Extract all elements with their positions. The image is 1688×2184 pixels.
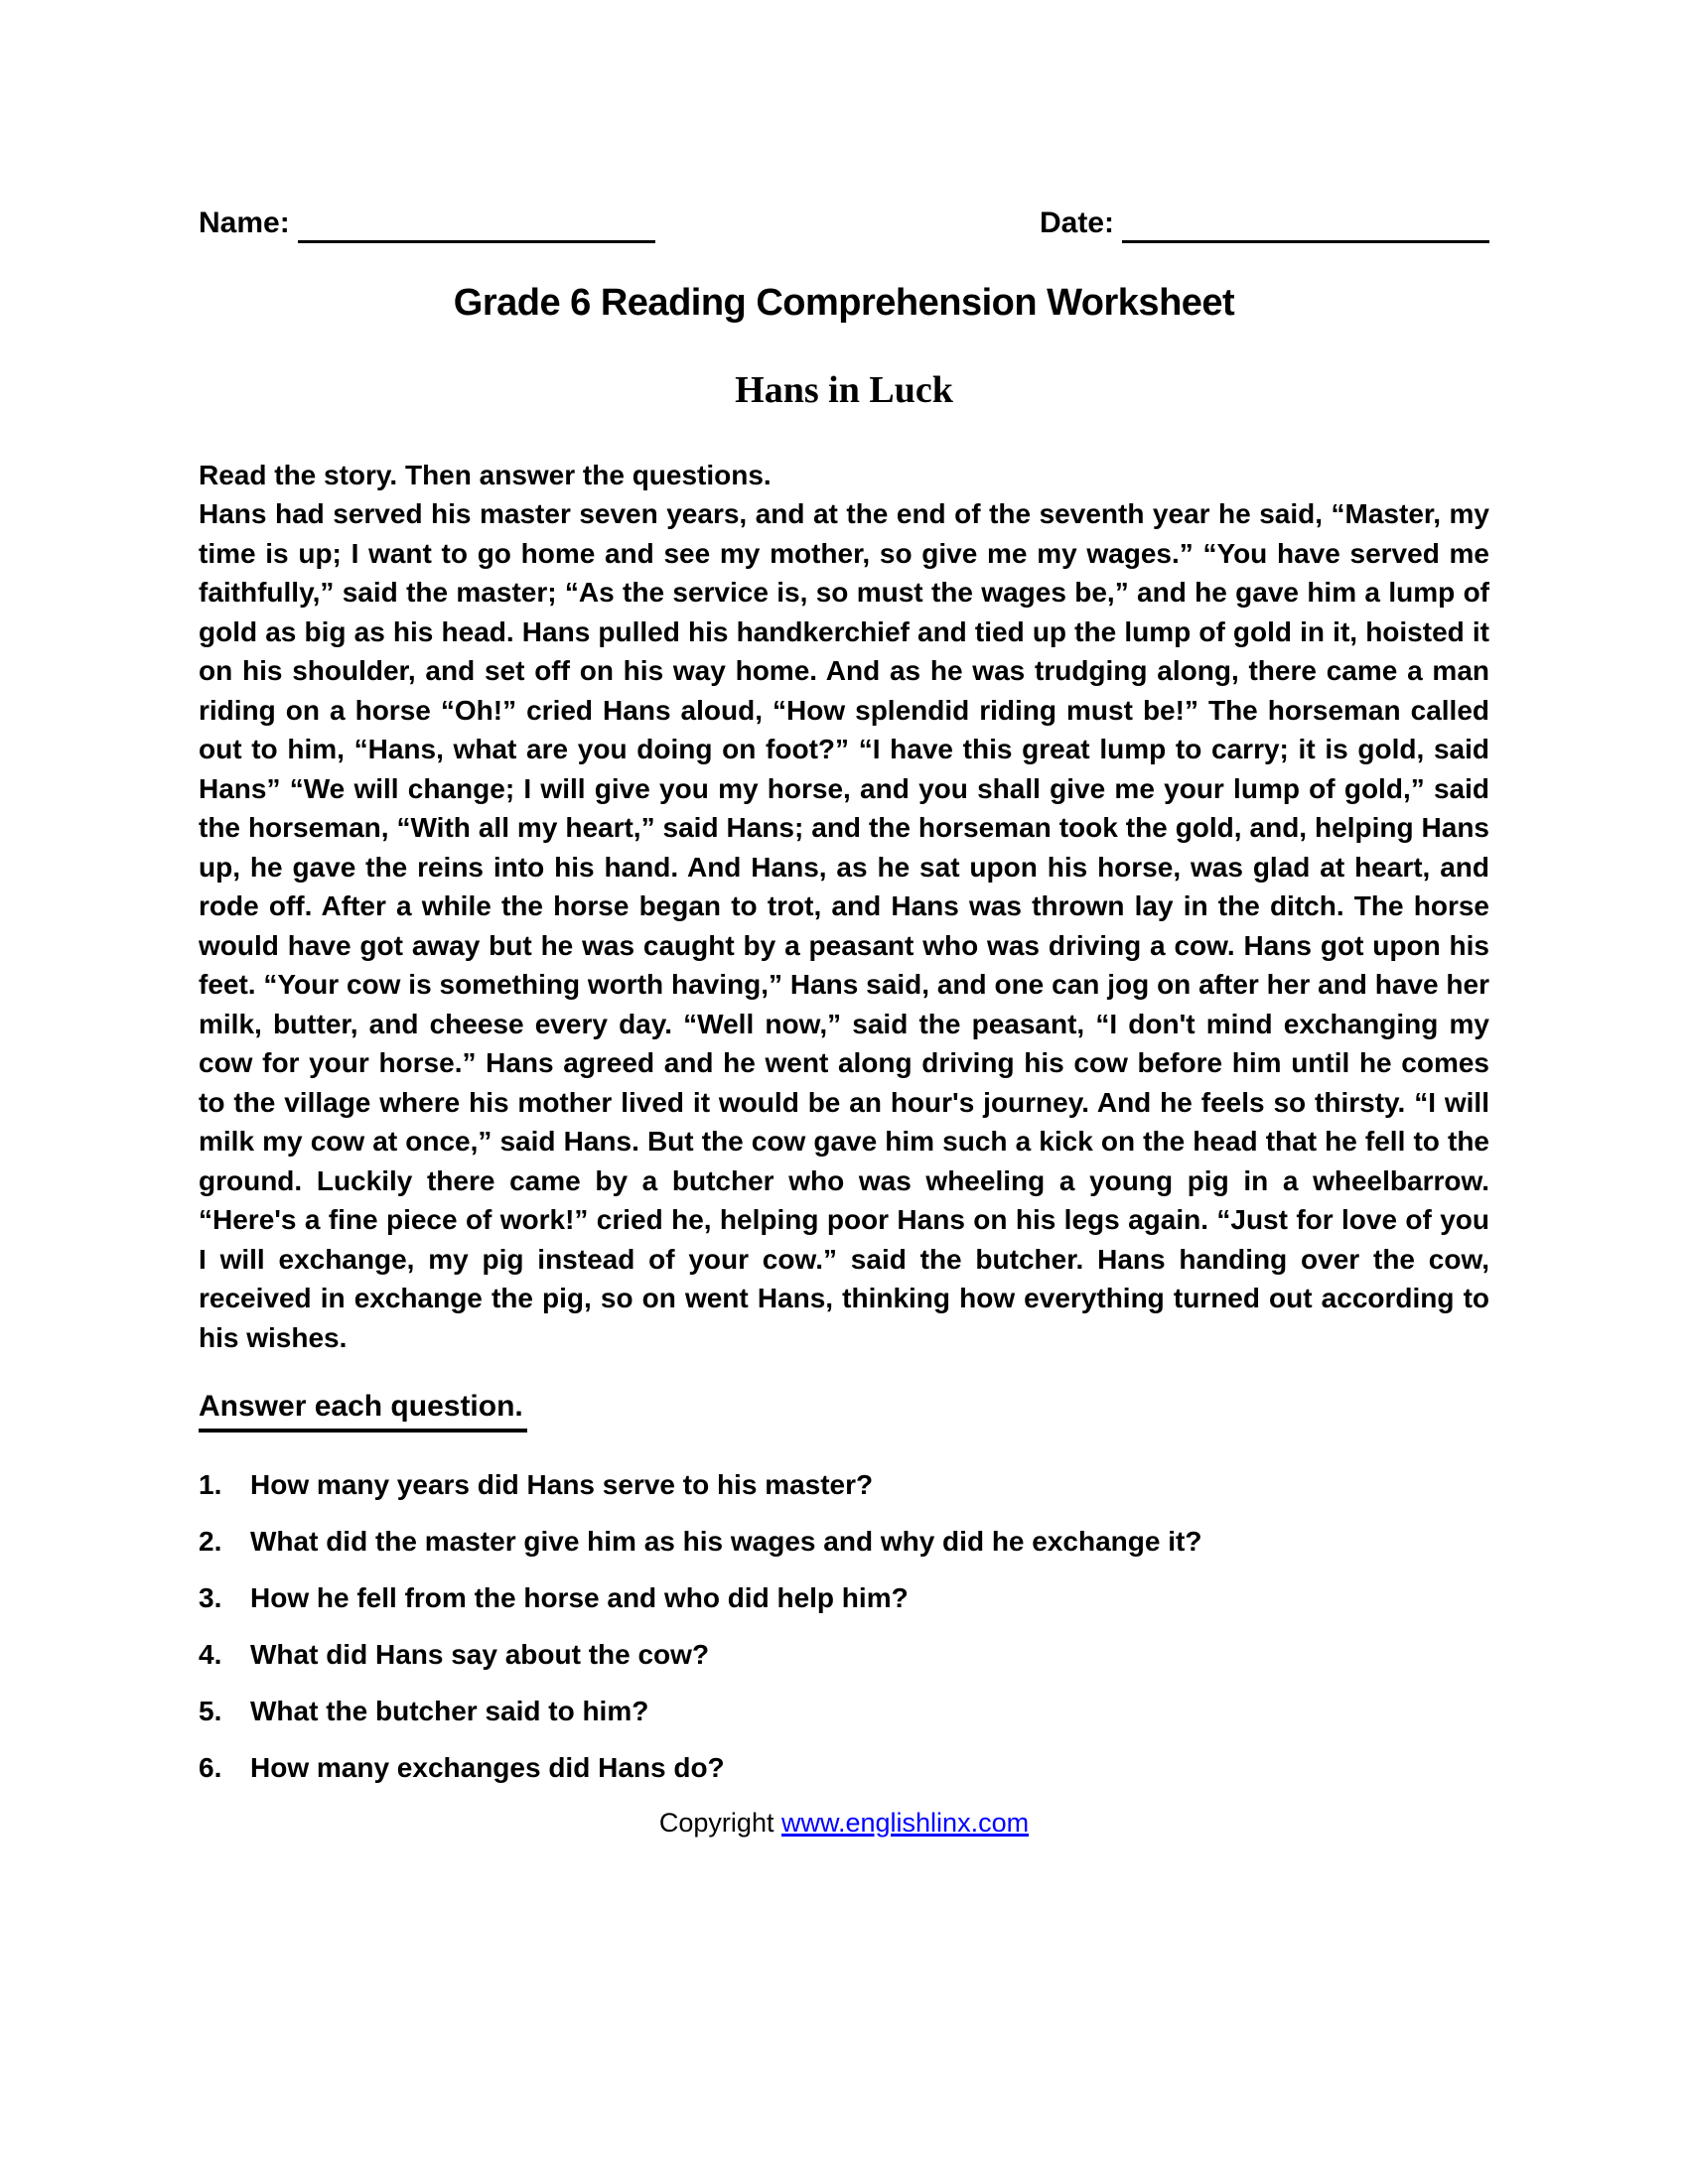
story-paragraph: Hans had served his master seven years, and at the end of the seventh year he said, “Master, my time is up; I want to go home and see my mother, so give me my wages.” “You have served me faithfully,” said the master; “As the service is, so must the wages be,” and he gave him a lump of gold as big as his head. Hans pulled his handkerchief and tied up the lump of gold in it, hoisted it on his shoulder, and set off on his way home. And as he was trudging along, there came a man riding on a horse “Oh!” cried Hans aloud, “How splendid riding must be!” The horseman called out to him, “Hans, what are you doing on foot?” “I have this great lump to carry; it is gold, said Hans” “We will change; I will give you my horse, and you shall give me your lump of gold,” said the horseman, “With all my heart,” said Hans; and the horseman took the gold, and, helping Hans up, he gave the reins into his hand. And Hans, as he sat upon his horse, was glad at heart, and rode off. After a while the horse began to trot, and Hans was thrown lay in the ditch. The horse would have got away but he was caught by a peasant who was driving a cow. Hans got upon his feet. “Your cow is something worth having,” Hans said, and one can jog on after her and have her milk, butter, and cheese every day. “Well now,” said the peasant, “I don't mind exchanging my cow for your horse.” Hans agreed and he went along driving his cow before him until he comes to the village where his mother lived it would be an hour's journey. And he feels so thirsty. “I will milk my cow at once,” said Hans. But the cow gave him such a kick on the head that he fell to the ground. Luckily there came by a butcher who was wheeling a young pig in a wheelbarrow. “Here's a fine piece of work!” cried he, helping poor Hans on his legs again. “Just for love of you I will exchange, my pig instead of your cow.” said the butcher. Hans handing over the cow, received in exchange the pig, so on went Hans, thinking how everything turned out according to his wishes.	[199, 498, 1489, 1353]
questions-heading-wrap	[199, 1387, 1489, 1433]
question-text: What did the master give him as his wages and why did he exchange it?	[250, 1526, 1202, 1557]
story-title: Hans in Luck	[735, 369, 953, 411]
question-number: 2.	[199, 1526, 222, 1557]
question-number: 6.	[199, 1752, 222, 1783]
question-text: How many years did Hans serve to his master?	[250, 1469, 874, 1500]
copyright-text: Copyright	[658, 1808, 774, 1838]
question-item	[199, 1465, 1489, 1505]
questions-heading: Answer each question.	[199, 1387, 527, 1433]
question-text: What did Hans say about the cow?	[250, 1639, 710, 1670]
copyright-link[interactable]: www.englishlinx.com	[780, 1808, 1030, 1838]
question-item	[199, 1635, 1489, 1675]
question-item	[199, 1692, 1489, 1731]
question-number: 4.	[199, 1639, 222, 1670]
question-number: 5.	[199, 1696, 222, 1726]
header-row	[199, 204, 1489, 243]
instructions-text: Read the story. Then answer the questions.	[199, 460, 772, 490]
date-blank-line	[1122, 210, 1489, 243]
date-field	[1040, 204, 1489, 243]
name-label: Name:	[199, 206, 290, 239]
worksheet-title: Grade 6 Reading Comprehension Worksheet	[453, 282, 1235, 324]
question-number: 1.	[199, 1469, 222, 1500]
name-blank-line	[298, 210, 655, 243]
question-text: What the butcher said to him?	[250, 1696, 649, 1726]
question-item	[199, 1578, 1489, 1618]
name-field	[199, 204, 655, 243]
date-label: Date:	[1039, 206, 1114, 239]
question-number: 3.	[199, 1582, 222, 1613]
question-text: How many exchanges did Hans do?	[250, 1752, 725, 1783]
question-text: How he fell from the horse and who did help him?	[250, 1582, 909, 1613]
question-item	[199, 1748, 1489, 1788]
question-item	[199, 1522, 1489, 1562]
footer	[199, 1805, 1489, 1841]
questions-list	[199, 1465, 1489, 1788]
